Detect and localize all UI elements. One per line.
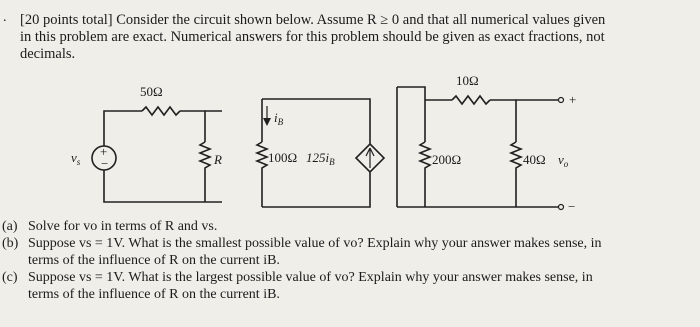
output-terminal-minus-icon [559,205,564,210]
part-c [0,269,700,303]
part-line: Suppose vs = 1V. What is the smallest possible value of vo? Explain why your answer makes sense, in [28,236,602,251]
r-10-label: 10Ω [456,73,479,88]
part-line: terms of the influence of R on the current iB. [28,287,280,302]
vs-label: $v_s$ [71,150,81,167]
ib-label: $i_B$ [274,110,284,127]
wire [104,111,142,146]
part-line: Suppose vs = 1V. What is the largest possible value of vo? Explain why your answer makes sense, in [28,270,593,285]
intro-line: in this problem are exact. Numerical answers for this problem should be given as exact fractions, not [20,29,605,45]
bullet: . [3,10,7,25]
source-arrow-icon [366,148,374,168]
source-minus-sign: − [101,156,109,171]
wire [397,87,425,142]
source-plus-sign: + [100,144,108,159]
intro-line: decimals. [20,46,76,62]
circuit-diagram [0,72,700,217]
r-40-label: 40Ω [523,152,546,167]
r-50-label: 50Ω [140,84,163,99]
resistor-50-icon [142,107,180,115]
part-b [0,235,700,269]
middle-loop [257,99,384,207]
intro-line: [20 points total] Consider the circuit shown below. Assume R ≥ 0 and that all numerical values given [20,12,606,28]
r-200-label: 200Ω [432,152,462,167]
output-terminal-plus-icon [559,98,564,103]
wire [104,170,205,202]
problem-intro [20,12,680,63]
resistor-200-icon [420,142,430,207]
part-line: Solve for vo in terms of R and vs. [28,219,218,234]
wire [490,100,516,142]
dependent-source-label: $125i_B$ [306,150,335,167]
r-label: R [214,152,222,167]
part-line: terms of the influence of R on the current iB. [28,253,280,268]
vo-label: $v_o$ [558,152,569,169]
resistor-r-icon [200,142,210,202]
resistor-100-icon [257,142,267,207]
resistor-40-icon [511,142,521,207]
right-loop [397,73,576,214]
part-a [0,218,700,235]
current-arrowhead-icon [263,118,271,126]
vo-plus-sign: + [569,92,577,107]
wire [262,172,370,207]
vo-minus-sign: − [568,199,576,214]
part-tag: (b) [2,236,19,251]
r-100-label: 100Ω [268,150,298,165]
resistor-10-icon [452,96,490,104]
question-parts [0,218,700,303]
part-tag: (a) [2,219,18,234]
left-loop [71,84,222,202]
part-tag: (c) [2,270,18,285]
wire [180,111,205,142]
